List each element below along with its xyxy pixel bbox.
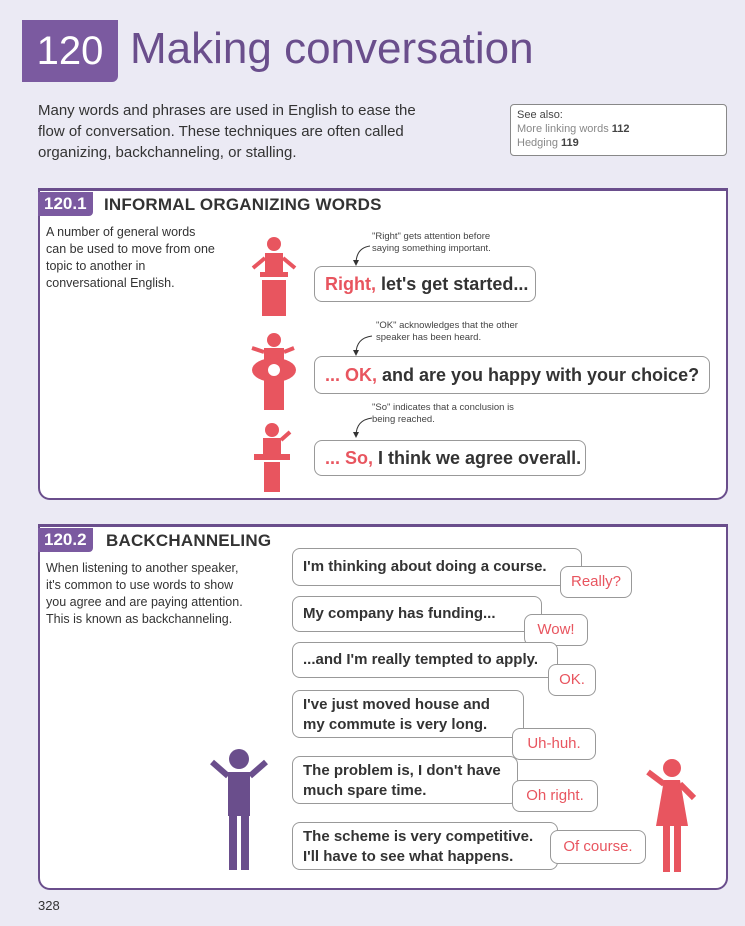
intro-text: Many words and phrases are used in English to ease the flow of conversation. These techniques are often called organizing, backchanneling, or stalling. <box>38 102 416 161</box>
podium-speaker-icon <box>248 234 300 320</box>
page-title: Making conversation <box>130 24 534 73</box>
example-bubble <box>314 266 536 302</box>
note-arrow <box>350 416 374 440</box>
usage-note: "So" indicates that a conclusion is being reached. <box>372 402 514 425</box>
speaker-line: much spare time. <box>303 782 427 799</box>
speaker-line: I'll have to see what happens. <box>303 848 514 865</box>
unit-number: 120 <box>22 20 118 82</box>
section-title: BACKCHANNELING <box>106 531 272 550</box>
example-sentence: I think we agree overall. <box>373 448 582 468</box>
listener-figure-icon <box>640 758 702 874</box>
response-bubble: Oh right. <box>512 780 598 812</box>
organizing-word: ... So, <box>325 448 374 468</box>
note-arrow <box>350 334 374 358</box>
speaker-line: ...and I'm really tempted to apply. <box>303 651 539 668</box>
response-bubble: OK. <box>548 664 596 696</box>
see-also-text: Hedging <box>517 137 558 149</box>
see-also-item[interactable] <box>517 122 720 136</box>
presenter-icon <box>250 422 294 494</box>
speaker-line: The problem is, I don't have <box>303 762 501 779</box>
response-bubble: Uh-huh. <box>512 728 596 760</box>
speaker-line: The scheme is very competitive. <box>303 828 534 845</box>
note-arrow <box>350 244 374 268</box>
section-title: INFORMAL ORGANIZING WORDS <box>104 195 382 214</box>
response-bubble: Really? <box>560 566 632 598</box>
speaker-bubble <box>292 756 518 804</box>
section-number: 120.1 <box>38 192 93 216</box>
example-sentence: and are you happy with your choice? <box>377 365 700 385</box>
see-also-text: More linking words <box>517 123 609 135</box>
organizing-word: Right, <box>325 274 376 294</box>
speaker-line: my commute is very long. <box>303 716 488 733</box>
section-description: When listening to another speaker, it's common to use words to show you agree and are paying attention. This is known as backchanneling. <box>46 561 243 626</box>
speaker-bubble <box>292 596 542 632</box>
see-also-ref[interactable]: 119 <box>561 137 579 149</box>
response-bubble: Wow! <box>524 614 588 646</box>
usage-note: "Right" gets attention before saying something important. <box>372 231 491 254</box>
example-sentence: let's get started... <box>376 274 529 294</box>
section-description: A number of general words can be used to move from one topic to another in conversational English. <box>46 225 215 290</box>
lectern-speaker-icon <box>246 332 302 412</box>
see-also-ref[interactable]: 112 <box>611 123 630 135</box>
example-bubble <box>314 356 710 394</box>
organizing-word: ... OK, <box>325 365 378 385</box>
example-bubble <box>314 440 586 476</box>
see-also-item[interactable] <box>517 136 720 150</box>
speaker-bubble <box>292 548 582 586</box>
speaker-line: I've just moved house and <box>303 696 490 713</box>
speaker-line: I'm thinking about doing a course. <box>303 558 547 575</box>
see-also-box <box>510 104 727 156</box>
usage-note: "OK" acknowledges that the other speaker has been heard. <box>376 320 518 343</box>
page-number: 328 <box>38 898 60 913</box>
speaker-bubble <box>292 690 524 738</box>
speaker-bubble <box>292 822 558 870</box>
speaker-line: My company has funding... <box>303 605 496 622</box>
section-number: 120.2 <box>38 528 93 552</box>
speaker-figure-icon <box>206 748 272 872</box>
response-bubble: Of course. <box>550 830 646 864</box>
speaker-bubble <box>292 642 558 678</box>
see-also-heading: See also: <box>517 109 563 121</box>
